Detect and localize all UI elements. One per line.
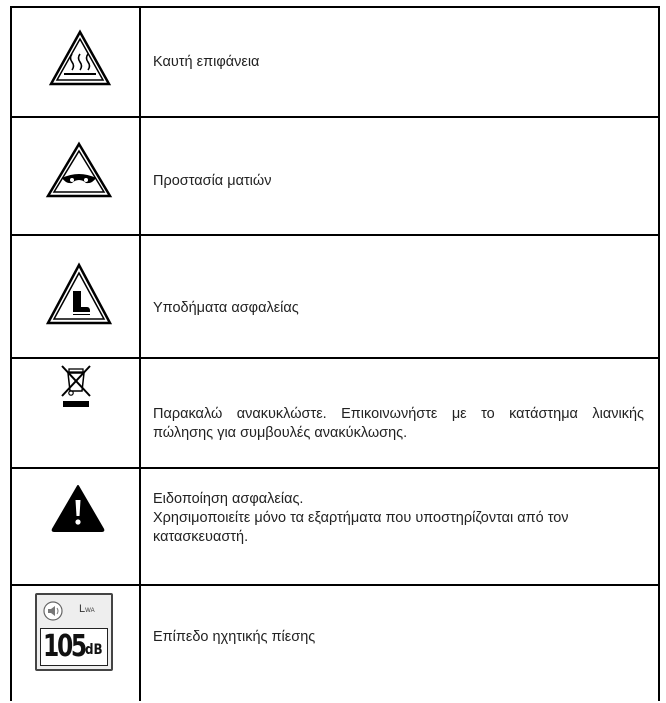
crossed-out-wheelie-bin-icon: [59, 363, 93, 409]
sound-power-level-label-icon: [35, 593, 113, 671]
table-row: [12, 118, 658, 236]
icon-cell: [12, 359, 139, 467]
safety-boots-warning-icon: [44, 261, 114, 327]
row-text: Επίπεδο ηχητικής πίεσης: [153, 629, 316, 645]
table-row: [12, 469, 658, 586]
sound-level-unit: dB: [85, 642, 103, 658]
row-text: [153, 490, 644, 547]
row-text: Υποδήματα ασφαλείας: [153, 300, 299, 316]
table-row: [12, 8, 658, 118]
icon-cell: [12, 236, 139, 357]
lwa-label: L: [79, 603, 86, 615]
icon-cell: [12, 8, 139, 116]
warning-body: Χρησιμοποιείτε μόνο τα εξαρτήματα που υποστηρίζονται από τον κατασκευαστή.: [153, 510, 569, 545]
sound-level-value: 105: [43, 629, 85, 664]
hot-surface-warning-icon: [47, 28, 113, 88]
symbols-table: [10, 6, 660, 701]
row-text: Παρακαλώ ανακυκλώστε. Επικοινωνήστε με το κατάστημα λιανικής πώλησης για συμβουλές ανακύκλωσης.: [153, 406, 644, 441]
icon-cell: [12, 469, 139, 584]
lwa-subscript: WA: [85, 608, 95, 614]
icon-cell: [12, 586, 139, 703]
sound-value-box: [40, 628, 108, 666]
icon-cell: [12, 118, 139, 234]
row-text: Προστασία ματιών: [153, 173, 272, 189]
general-warning-icon: [50, 483, 106, 533]
warning-title: Ειδοποίηση ασφαλείας.: [153, 491, 304, 507]
table-row: [12, 586, 658, 703]
table-row: [12, 236, 658, 359]
table-row: [12, 359, 658, 469]
row-text: Καυτή επιφάνεια: [153, 54, 260, 70]
eye-protection-warning-icon: [44, 140, 114, 200]
speaker-icon: [42, 600, 64, 622]
